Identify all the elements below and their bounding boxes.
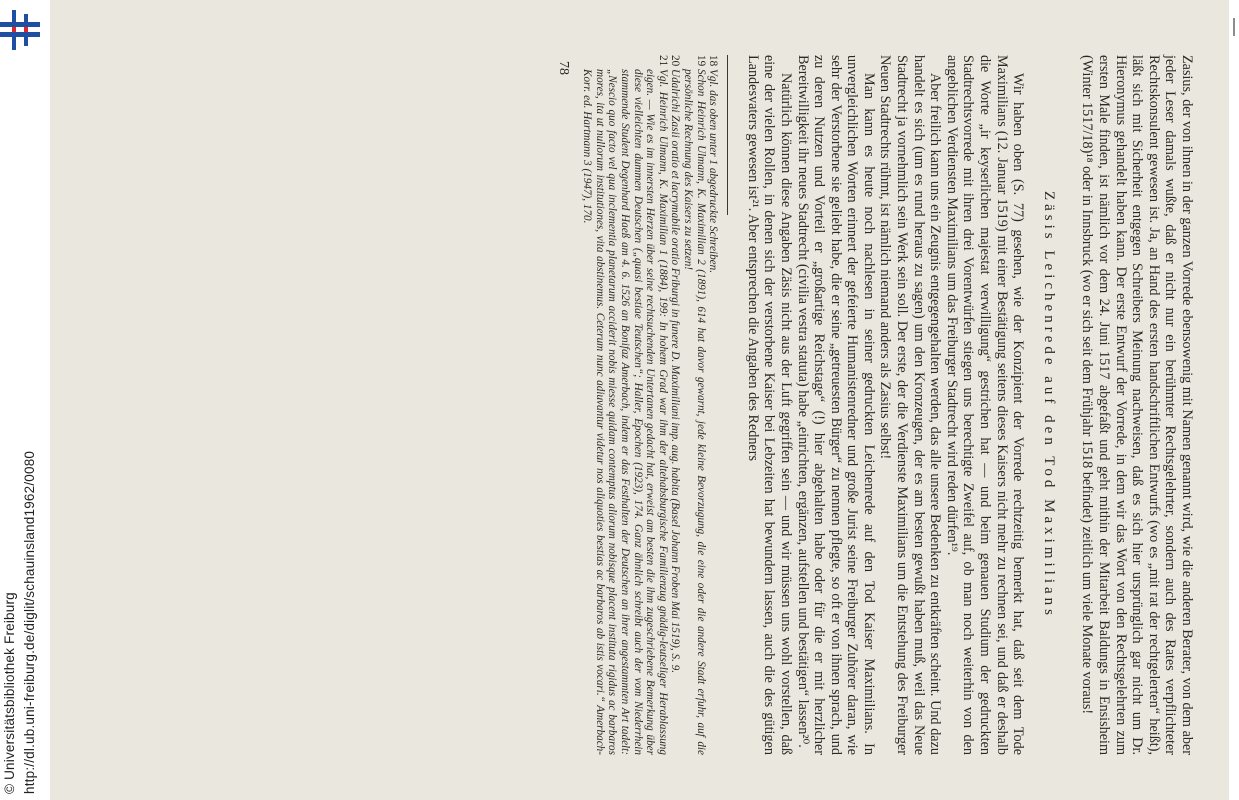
body-paragraph: Natürlich können diese Angaben Zäsis nicht aus der Luft gegriffen sein — und wir müssen uns wohl vorstellen, daß eine der vielen Rollen, in denen sich der verstorbene Kaiser bei Lebzeiten hat bewundern lassen, auch die des gütigen Landesvaters gewesen ist²¹. Aber entsprechen die Angaben des Redners [744, 55, 794, 755]
footnote-text: Schon Heinrich Ulmann, K. Maximilian 2 (1891), 614 hat davor gewarnt, jede kleine Bevorzugung, die eine oder die andere Stadt erfuhr, auf die persönliche Rechnung des Kaisers zu setzen! [681, 69, 707, 755]
page-number: 78 [555, 61, 571, 75]
body-paragraph: Man kann es heute noch nachlesen in seiner gedruckten Leichenrede auf den Tod Kaiser Maximilians. In unvergleichlichen Worten erinnert der gefeierte Humanistenredner und große Jurist seine Freiburger Zuhörer daran, wie sehr der Verstorbene sie geliebt habe, die er seine „getreuesten Bürger“ zu nennen pflegte, so oft er von ihnen sprach, und zu deren Nutzen und Vorteil er „großartige Reichstage“ (!) hier abgehalten habe oder für die er mit herzlicher Bereitwilligkeit ihr neues Stadtrecht (civilia vestra statuta) habe „einrichten, ergänzen, aufstellen und bestätigen“ lassen²⁰. [794, 55, 877, 755]
source-url[interactable]: http://dl.ub.uni-freiburg.de/diglit/schauinsland1962/0080 [22, 450, 37, 794]
footnote-text: Vgl. das oben unter 1 abgedruckte Schreiben. [707, 69, 720, 274]
margin-mark [1233, 18, 1235, 36]
scanned-page [50, 0, 1230, 800]
footnote-text: Vgl. Heinrich Ulmann, K. Maximilian 1 (1884), 199: In hohem Grad war ihm der altehabsburgische Familienzug gnädig-leutseliger Herablassung eigen. — Wie es im innersten Herzen über seine rechtsuchenden Untertanen gedacht hat, erweist am besten die ihm zugeschriebene Bemerkung über diese vielleichten dummen Deutschen („quasi bestiae Teutschen“; Haller, Epochen (1923), 174. Ganz ähnlich schreibt auch der vom Niederrhein stammende Student Degenhard Haeß am 4. 6. 1526 an Bonifaz Amerbach, indem er das Festhalten der Deutschen an ihrer angestammten Art tadelt: „Nescio quo facto vel qua inclementia planetarum acciderit nobis miesse quidam contemptus aliorum nobisque placent instituta rigidus ac barbaros mores, ita ut nullorum institutiones, vita abstinemus. Ceterum nunc adiuvantur videtur nos aliquoties bestias ac barbaros ab istis vocari.“ Amerbach-Korr. ed. Hartmann 3 (1947), 170. [581, 69, 669, 755]
footnote [707, 55, 720, 755]
main-column [554, 55, 1195, 755]
footnote-number: 21 [656, 55, 669, 67]
footnote-text: Udalrichi Zasii oratio et lacrymabile oratio Friburgi in funere D. Maximiliani imp. aug. habita (Basel Johann Froben Mai 1519), S. 9. [669, 69, 682, 674]
footnote-number: 18 [707, 55, 720, 67]
body-paragraph: Aber freilich kann uns ein Zeugnis entgegengehalten werden, das alle unsere Bedenken zu entkräften scheint. Und dazu handelt es sich (um es rund heraus zu sagen) um den Kronzeugen, der es am besten gewußt haben muß, weil das Neue Stadtrecht ja vornehmlich sein Werk sein soll. Der erste, der die Verdienste Maximilians um die Entstehung des Freiburger Neuen Stadtrechts rühmt, ist nämlich niemand anders als Zasius selbst! [877, 55, 944, 755]
footnote [581, 55, 669, 755]
attribution-text [0, 0, 44, 800]
right-margin [1229, 0, 1239, 800]
footnote-number: 19 [694, 55, 707, 67]
footnote-number: 20 [669, 55, 682, 67]
footnote [669, 55, 682, 755]
intro-paragraph: Zasius, der von ihnen in der ganzen Vorrede ebensowenig mit Namen genannt wird, wie die anderen Berater, von dem aber jeder Leser damals wußte, daß er nicht nur ein berühmter Rechtsgelehrter, sondern auch des Rates verpflichteter Rechtskonsulent gewesen ist. Ja, an Hand des ersten handschriftlichen Entwurfs (wo es „mit rat der rechtgelerten“ heißt), läßt sich mit Sicherheit entgegen Schreibers Meinung nachweisen, daß es sich hier ursprünglich gar nicht um Dr. Hieronymus gehandelt haben kann. Der erste Entwurf der Vorrede, in dem wir das Wort von den Rechtsgelehrten zum ersten Male finden, ist nämlich vor dem 24. Juni 1517 abgefaßt und geht mithin der Mitarbeit Baldungs in Ensisheim (Winter 1517/18)¹⁸ oder in Innsbruck (wo er sich seit dem Frühjahr 1518 befindet) zeitlich um viele Monate voraus! [1079, 55, 1195, 755]
footnote-divider [727, 55, 728, 215]
footnote [681, 55, 706, 755]
page-content [195, 55, 1195, 755]
section-heading: Zäsis Leichenrede auf den Tod Maximilians [1040, 190, 1057, 619]
body-paragraph: Wir haben oben (S. 77) gesehen, wie der Konzipient der Vorrede rechtzeitig bemerkt hat, daß seit dem Tode Maximilians (12. Januar 1519) mit einer Bestätigung seitens dieses Kaisers nicht mehr zu rechnen sei, und daß er deshalb die Worte „ir keyserlichen majestat verwilligung“ gestrichen hat — und beim genauen Studium der gedruckten Stadtrechtsvorrede mit ihren drei Vorentwürfen stiegen uns berechtigte Zweifel auf, ob man noch weiterhin von den angeblichen Verdiensten Maximilians um das Freiburger Stadtrecht wird reden dürfen¹⁹. [943, 55, 1027, 755]
footnotes [581, 55, 720, 755]
copyright-line: © Universitätsbibliothek Freiburg [2, 592, 17, 794]
